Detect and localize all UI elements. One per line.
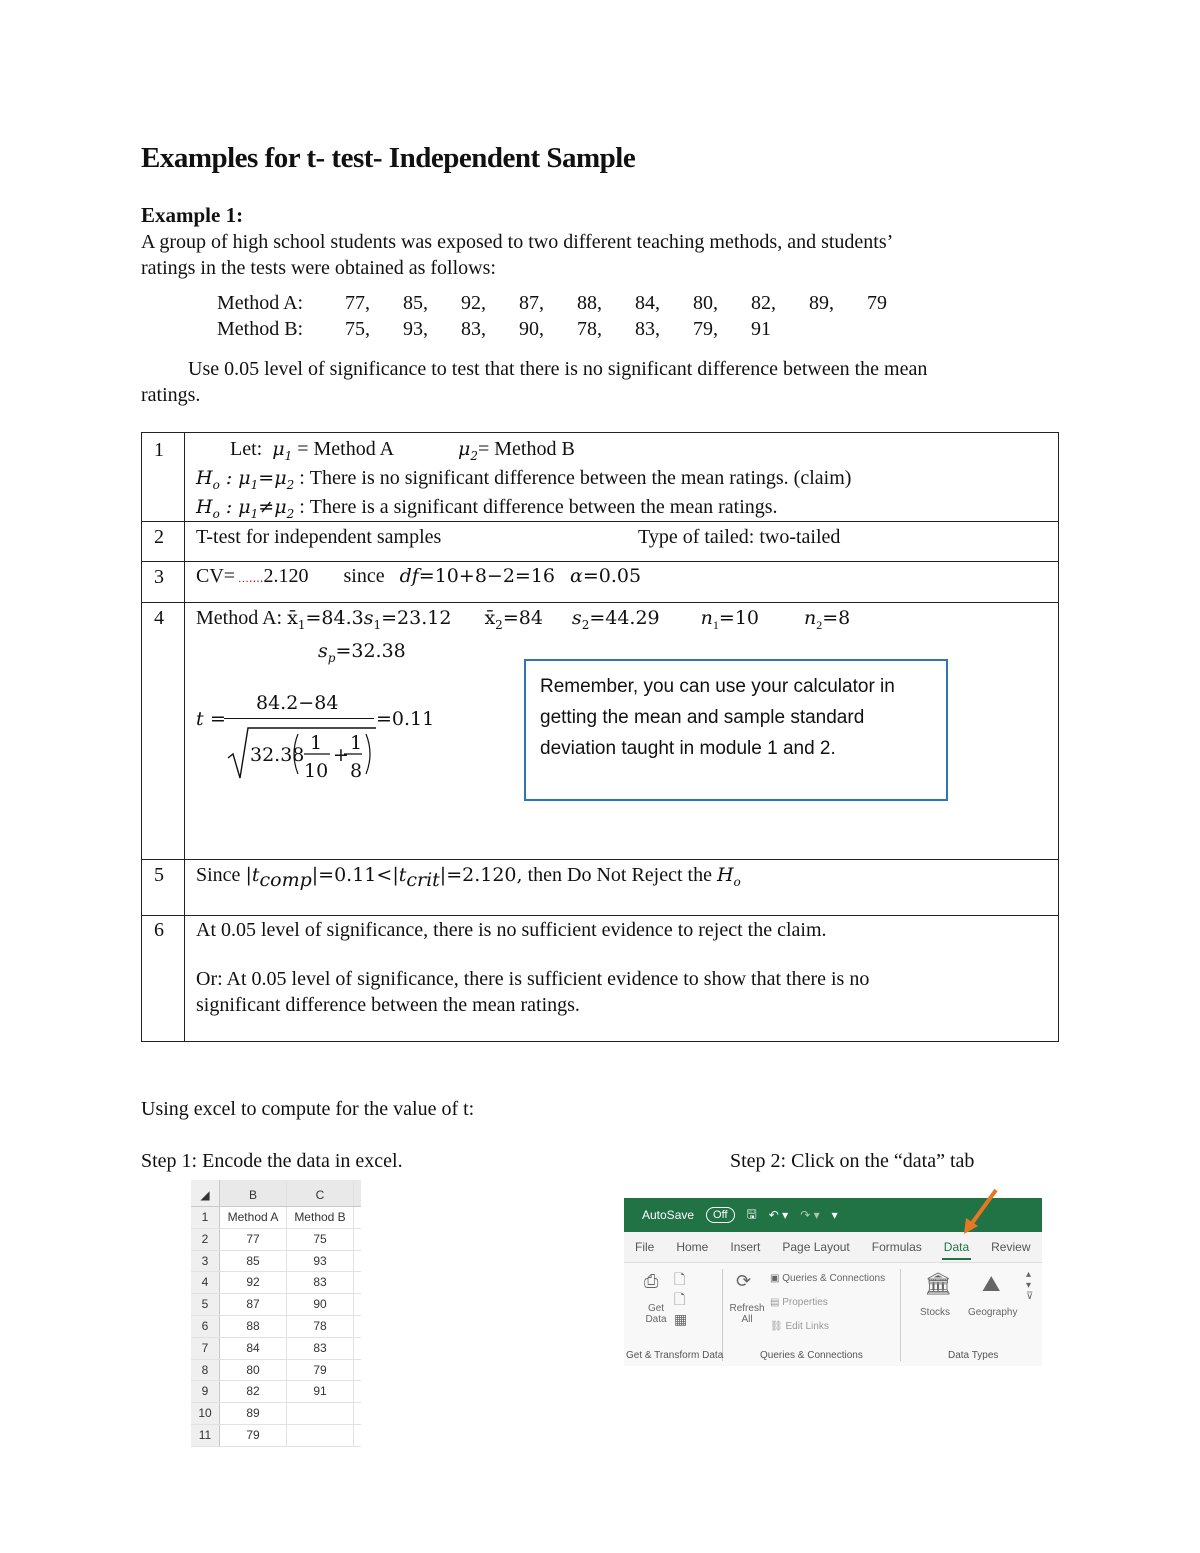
step1-null-hypothesis: $H_o$ : $\mu_1=\mu_2$ : There is no significant difference between the mean ratings. (claim) (196, 467, 852, 492)
geography-button[interactable]: Geography (968, 1307, 1018, 1318)
tab-formulas[interactable]: Formulas (871, 1240, 922, 1254)
table-row (191, 1403, 361, 1425)
autosave-toggle[interactable]: Off (706, 1207, 734, 1223)
instruction-line-2: ratings. (141, 384, 201, 406)
sheet-cell[interactable]: 80 (220, 1360, 287, 1381)
sheet-cell[interactable]: 84 (220, 1338, 287, 1359)
intro-line-1: A group of high school students was exposed to two different teaching methods, and students’ (141, 231, 894, 253)
sheet-cell[interactable]: 93 (287, 1251, 354, 1272)
method-a-label: Method A: (217, 292, 304, 314)
from-table-icon[interactable]: ▦ (674, 1311, 688, 1327)
row-number[interactable]: 9 (191, 1381, 220, 1402)
tab-file[interactable]: File (635, 1240, 655, 1254)
step2-test: T-test for independent samples (196, 526, 442, 548)
undo-icon[interactable]: ↶ ▾ (768, 1208, 789, 1222)
page-title: Examples for t- test- Independent Sample (141, 142, 636, 174)
sheet-cell[interactable]: 77 (220, 1229, 287, 1250)
sheet-cell[interactable]: 88 (220, 1316, 287, 1337)
group-label-data-types: Data Types (948, 1350, 999, 1361)
sheet-cell[interactable]: 83 (287, 1272, 354, 1293)
refresh-all-button[interactable]: Refresh All (729, 1303, 765, 1325)
redo-icon[interactable]: ↷ ▾ (800, 1208, 820, 1222)
step5-decision: Since $|t_{comp}|=0.11<|t_{crit}|=2.120$, then Do Not Reject the $H_o$ (196, 864, 741, 891)
row-number[interactable]: 3 (191, 1251, 220, 1272)
row-number[interactable]: 2 (191, 1229, 220, 1250)
step-number-2: 2 (154, 526, 164, 548)
table-row (191, 1425, 361, 1447)
sheet-cell[interactable]: 92 (220, 1272, 287, 1293)
table-row (191, 1229, 361, 1251)
sheet-cell[interactable]: 78 (287, 1316, 354, 1337)
step3-critical-value: CV= …‥‥2.120 since df=10+8−2=16 α=0.05 (196, 565, 642, 587)
properties-button[interactable]: ▤ Properties (770, 1297, 828, 1308)
step6-line-3: significant difference between the mean ratings. (196, 994, 580, 1016)
step-number-5: 5 (154, 864, 164, 886)
row-number[interactable]: 11 (191, 1425, 220, 1446)
sheet-cell[interactable]: 85 (220, 1251, 287, 1272)
table-row (191, 1338, 361, 1360)
tab-data[interactable]: Data (933, 1240, 980, 1254)
method-a-row: Method A: 77, 85, 92, 87, 88, 84, 80, 82, 89, 79 (217, 292, 887, 314)
method-b-row: Method B: 75, 93, 83, 90, 78, 83, 79, 91 (217, 318, 771, 340)
edit-links-button[interactable]: ⛓ Edit Links (770, 1321, 829, 1332)
table-row (191, 1272, 361, 1294)
row-number[interactable]: 1 (191, 1207, 220, 1228)
queries-connections-button[interactable]: ▣ Queries & Connections (770, 1273, 886, 1284)
autosave-label: AutoSave (642, 1208, 695, 1222)
calculator-note: Remember, you can use your calculator in getting the mean and sample standard deviation taught in module 1 and 2. (524, 659, 948, 801)
group-label-get-transform: Get & Transform Data (626, 1350, 724, 1361)
example-label: Example 1: (141, 203, 244, 227)
step4-pooled-variance: $s_p=32.38$ (318, 640, 406, 665)
row-number[interactable]: 6 (191, 1316, 220, 1337)
gallery-scroll-icon[interactable]: ▴ ▾ ⊽ (1026, 1269, 1034, 1302)
group-label-queries: Queries & Connections (760, 1350, 863, 1361)
table-row (191, 1207, 361, 1229)
tab-home[interactable]: Home (676, 1240, 709, 1254)
excel-intro: Using excel to compute for the value of t: (141, 1098, 475, 1120)
table-row (191, 1316, 361, 1338)
column-header-b[interactable]: B (220, 1180, 287, 1206)
step6-line-1: At 0.05 level of significance, there is no sufficient evidence to reject the claim. (196, 919, 827, 941)
ribbon-body (624, 1262, 1042, 1366)
sheet-cell[interactable]: 82 (220, 1381, 287, 1402)
tab-insert[interactable]: Insert (730, 1240, 761, 1254)
step1-alt-hypothesis: $H_o$ : $\mu_1\ne\mu_2$ : There is a significant difference between the mean ratings. (196, 496, 778, 521)
t-numerator: 84.2−84 (256, 692, 339, 714)
method-b-label: Method B: (217, 318, 304, 340)
from-text-icon[interactable]: 🗋 (674, 1271, 686, 1287)
sheet-cell[interactable]: Method A (220, 1207, 287, 1228)
sheet-cell[interactable]: 89 (220, 1403, 287, 1424)
step-number-6: 6 (154, 919, 164, 941)
save-icon[interactable]: 🖫 (746, 1206, 757, 1221)
sheet-cell[interactable]: 75 (287, 1229, 354, 1250)
column-header-c[interactable]: C (287, 1180, 354, 1206)
get-data-icon[interactable]: ⎙ (644, 1271, 659, 1291)
row-number[interactable]: 7 (191, 1338, 220, 1359)
step-number-3: 3 (154, 566, 164, 588)
stocks-icon[interactable]: 🏛 (924, 1271, 952, 1296)
row-number[interactable]: 4 (191, 1272, 220, 1293)
from-web-icon[interactable]: 🗋 (674, 1291, 686, 1307)
arrow-icon (960, 1186, 1000, 1236)
sheet-cell[interactable]: 83 (287, 1338, 354, 1359)
table-row (191, 1360, 361, 1382)
table-row (191, 1381, 361, 1403)
sheet-cell[interactable]: Method B (287, 1207, 354, 1228)
step1-label: Step 1: Encode the data in excel. (141, 1150, 403, 1172)
t-result: =0.11 (376, 708, 435, 730)
sheet-cell[interactable] (287, 1403, 354, 1424)
sheet-cell[interactable]: 87 (220, 1294, 287, 1315)
geography-icon[interactable]: ⛰ (982, 1271, 1001, 1296)
excel-sheet (191, 1180, 361, 1447)
step-number-4: 4 (154, 607, 164, 629)
step2-label: Step 2: Click on the “data” tab (730, 1150, 975, 1172)
row-number[interactable]: 8 (191, 1360, 220, 1381)
sheet-cell[interactable]: 91 (287, 1381, 354, 1402)
intro-line-2: ratings in the tests were obtained as follows: (141, 257, 496, 279)
step1-let: Let: $\mu_1$ = Method A $\mu_2=$ Method B (230, 438, 575, 463)
step6-line-2: Or: At 0.05 level of significance, there is sufficient evidence to show that there is no (196, 968, 870, 990)
sheet-cell[interactable] (287, 1425, 354, 1446)
refresh-icon[interactable]: ⟳ (736, 1271, 752, 1291)
step2-tailed: Type of tailed: two-tailed (638, 526, 841, 548)
table-row (191, 1251, 361, 1273)
sheet-header: ◢ B C (191, 1180, 361, 1207)
get-data-button[interactable]: Get Data (645, 1303, 667, 1325)
row-number[interactable]: 5 (191, 1294, 220, 1315)
sheet-cell[interactable]: 79 (287, 1360, 354, 1381)
customize-icon[interactable]: ▾ (831, 1208, 838, 1222)
sheet-cell[interactable]: 79 (220, 1425, 287, 1446)
sheet-cell[interactable]: 90 (287, 1294, 354, 1315)
t-formula: t = 84.2−84 =0.11 32.38 1 10 + 1 8 (196, 692, 435, 782)
table-row (191, 1294, 361, 1316)
row-number[interactable]: 10 (191, 1403, 220, 1424)
tab-review[interactable]: Review (991, 1240, 1031, 1254)
instruction-line-1: Use 0.05 level of significance to test that there is no significant difference between the mean (188, 358, 928, 380)
step-number-1: 1 (154, 439, 164, 461)
tab-page-layout[interactable]: Page Layout (782, 1240, 850, 1254)
stocks-button[interactable]: Stocks (920, 1307, 951, 1318)
step4-statistics: Method A: $x̄_1=84.3s_1=23.12$ $x̄_2=84$ $s_2=44.29$ $n_1=10$ $n_2=8$ (196, 607, 851, 632)
ribbon-tabs (624, 1232, 1042, 1262)
